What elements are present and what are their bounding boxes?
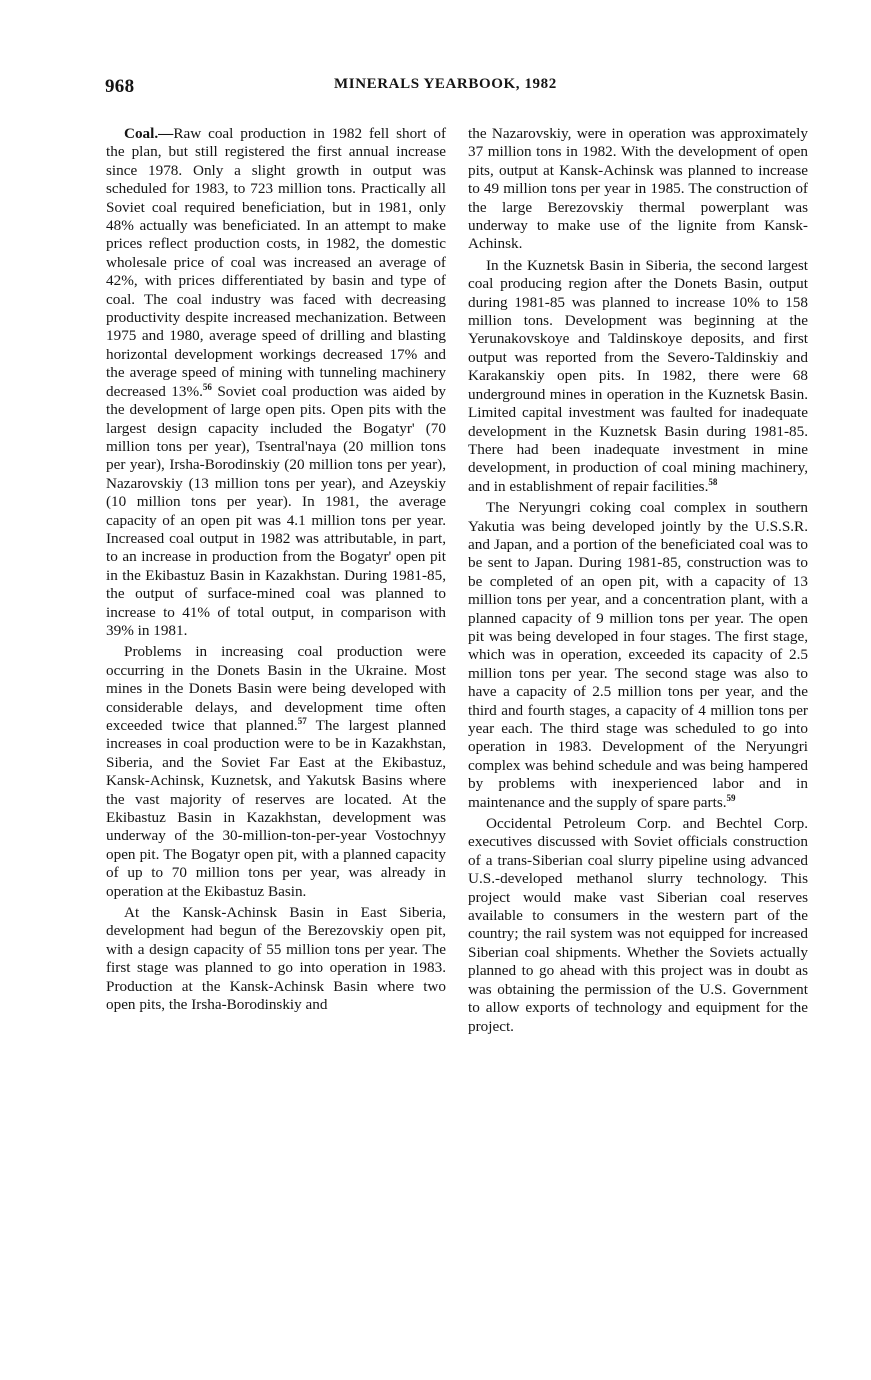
paragraph-nazarovskiy xyxy=(468,125,808,254)
paragraph-text: Soviet coal production was aided by the development of large open pits. Open pits with the largest design capacity included the Bogatyr' (70 million tons per year), Tsentral'naya (20 million tons per year), Irsha-Borodinskiy (20 million tons per year), Nazarovskiy (13 million tons per year), and Azeyskiy (10 million tons per year). In 1981, the average capacity of an open pit was 4.1 million tons per year. Increased coal output in 1982 was attributable, in part, to an increase in production from the Bogatyr' open pit in the Ekibastuz Basin in Kazakhstan. During 1981-85, the output of surface-mined coal was planned to increase to 41% of total output, in comparison with 39% in 1981. xyxy=(106,382,447,639)
paragraph-text: the Nazarovskiy, were in operation was approximately 37 million tons in 1982. With the development of open pits, output at Kansk-Achinsk was planned to increase to 49 million tons per year in 1985. The construction of the large Berezovskiy thermal powerplant was underway to make use of the lignite from Kansk-Achinsk. xyxy=(468,125,808,253)
page-number: 968 xyxy=(105,76,135,97)
paragraph-text: The largest planned increases in coal production were to be in Kazakhstan, Siberia, and the Soviet Far East at the Ekibastuz, Kansk-Achinsk, Kuznetsk, and Yakutsk Basins where the vast majority of reserves are located. At the Ekibastuz Basin in Kazakhstan, development was underway of the 30-million-ton-per-year Vostochnyy open pit. The Bogatyr open pit, with a planned capacity of up to 70 million tons per year, was already in operation at the Ekibastuz Basin. xyxy=(106,717,446,900)
paragraph-text: At the Kansk-Achinsk Basin in East Siberia, development had begun of the Berezovskiy open pit, with a design capacity of 55 million tons per year. The first stage was planned to go into operation in 1983. Production at the Kansk-Achinsk Basin where two open pits, the Irsha-Borodinskiy and xyxy=(106,904,446,1014)
paragraph-donets xyxy=(106,643,446,901)
section-lead-coal: Coal.— xyxy=(124,125,174,142)
paragraph-text: Problems in increasing coal production were occurring in the Donets Basin in the Ukraine. Most mines in the Donets Basin were being developed with considerable delays, and development time often exceeded twice that planned. xyxy=(106,643,446,734)
paragraph-coal-intro xyxy=(106,125,446,640)
paragraph-text: The Neryungri coking coal complex in southern Yakutia was being developed jointly by the U.S.S.R. and Japan, and a portion of the beneficiated coal was to be sent to Japan. During 1981-85, construction was to be completed of an open pit, with a capacity of 13 million tons per year, and a concentration plant, with a planned capacity of 9 million tons per year. The open pit was being developed in four stages. The first stage, which was in operation, exceeded its capacity of 2.5 million tons per year. The second stage was also to have a capacity of 2.5 million tons per year, and the third and fourth stages, a capacity of 4 million tons per year each. The third stage was scheduled to go into operation in 1983. Development of the Neryungri complex was behind schedule and was being hampered by problems with inexperienced labor and in maintenance and the supply of spare parts. xyxy=(468,499,808,811)
paragraph-text: Occidental Petroleum Corp. and Bechtel Corp. executives discussed with Soviet officials construction of a trans-Siberian coal slurry pipeline using advanced U.S.-developed methanol slurry technology. This project would make vast Siberian coal reserves available to consumers in the western part of the country; the rail system was not equipped for increased Siberian coal shipments. Whether the Soviets actually planned to go ahead with this project was in doubt as was obtaining the permission of the U.S. Government to allow exports of technology and equipment for the project. xyxy=(468,815,808,1035)
paragraph-text: In the Kuznetsk Basin in Siberia, the second largest coal producing region after the Donets Basin, output during 1981-85 was planned to increase 10% to 158 million tons. Development was beginning at the Yerunakovskoye and Taldinskoye deposits, and first output was reported from the Severo-Taldinskiy and Karakanskiy open pits. In 1982, there were 68 underground mines in operation in the Kuznetsk Basin. Limited capital investment was faulted for inadequate development in the Kuznetsk Basin during 1981-85. There had been inadequate investment in mine development, in production of coal mining machinery, and in establishment of repair facilities. xyxy=(468,256,808,495)
footnote-ref: 56 xyxy=(202,381,212,392)
paragraph-neryungri xyxy=(468,499,808,812)
left-column xyxy=(106,125,446,1015)
footnote-ref: 57 xyxy=(297,715,307,726)
paragraph-kuznetsk xyxy=(468,257,808,496)
running-head: MINERALS YEARBOOK, 1982 xyxy=(334,76,557,92)
right-column xyxy=(468,125,808,1036)
paragraph-slurry-pipeline xyxy=(468,815,808,1036)
paragraph-text: Raw coal production in 1982 fell short of the plan, but still registered the first annual increase since 1978. Only a slight growth in output was scheduled for 1983, to 723 million tons. Practically all Soviet coal required beneficiation, but in 1981, only 48% actually was beneficiated. In an attempt to make prices reflect production costs, in 1982, the domestic wholesale price of coal was increased an average of 42%, with prices differentiated by basin and type of coal. The coal industry was faced with decreasing productivity despite increased mechanization. Between 1975 and 1980, average speed of drilling and blasting horizontal development workings decreased 17% and the average speed of mining with tunneling machinery decreased 13%. xyxy=(106,125,446,400)
footnote-ref: 59 xyxy=(726,792,736,803)
paragraph-kansk-achinsk xyxy=(106,904,446,1014)
footnote-ref: 58 xyxy=(708,476,718,487)
